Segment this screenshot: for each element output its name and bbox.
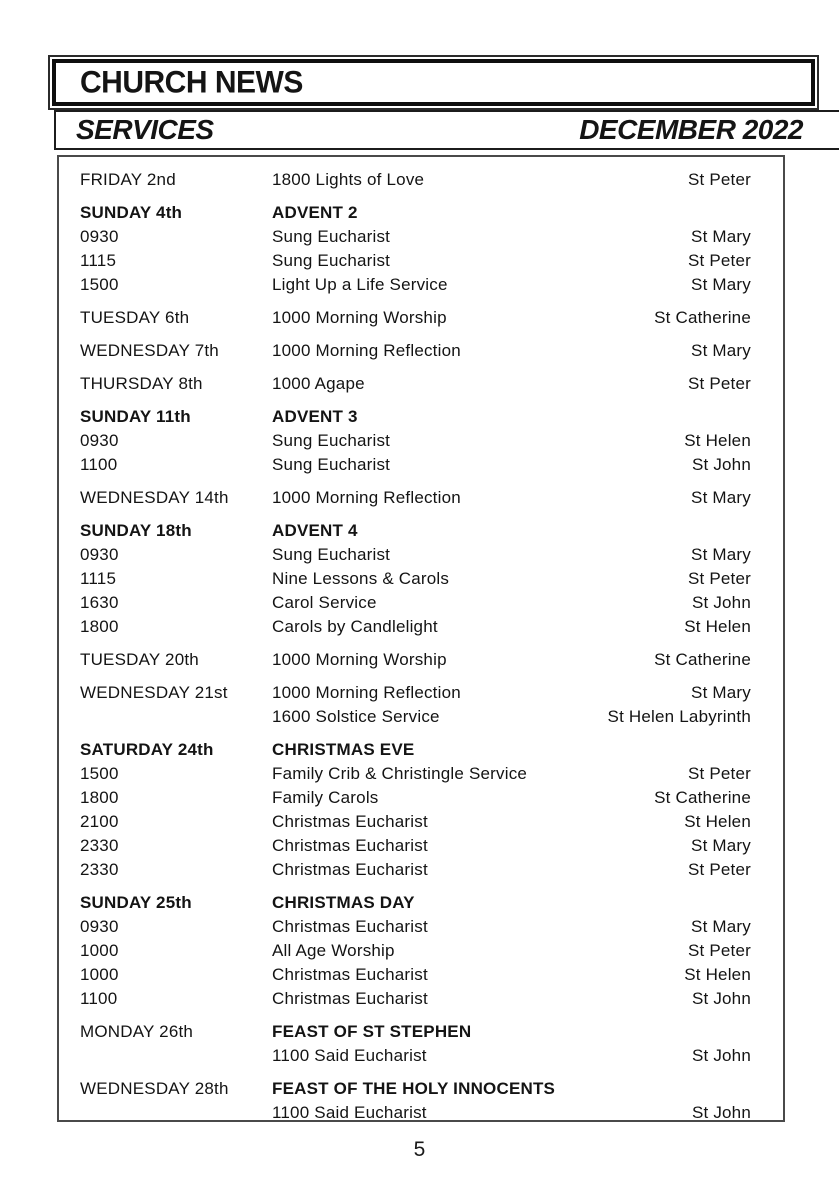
location-cell: St Catherine [654, 788, 751, 807]
event-cell: 1000 Morning Worship [272, 650, 447, 669]
service-group [59, 1077, 783, 1125]
day-cell: 1100 [80, 455, 118, 474]
day-cell: 1630 [80, 593, 119, 612]
service-group [59, 681, 783, 729]
day-cell: 1000 [80, 965, 119, 984]
day-cell: SUNDAY 11th [80, 407, 191, 426]
service-group [59, 738, 783, 882]
service-row [59, 273, 783, 297]
location-cell: St Mary [691, 341, 751, 360]
event-cell: CHRISTMAS EVE [272, 740, 415, 759]
event-cell: Christmas Eucharist [272, 989, 428, 1008]
event-cell: 1600 Solstice Service [272, 707, 440, 726]
event-cell: 1800 Lights of Love [272, 170, 425, 189]
day-cell: SUNDAY 4th [80, 203, 183, 222]
month-title: DECEMBER 2022 [579, 114, 803, 145]
location-cell: St John [691, 1046, 751, 1065]
day-cell: WEDNESDAY 21st [80, 683, 228, 702]
service-row [59, 1020, 783, 1044]
location-cell: St Catherine [654, 308, 751, 327]
event-cell: Carols by Candlelight [272, 617, 438, 636]
service-group [59, 648, 783, 672]
location-cell: St Peter [687, 251, 751, 270]
day-cell: 2100 [80, 812, 119, 831]
service-row [59, 1044, 783, 1068]
day-cell: SATURDAY 24th [80, 740, 214, 759]
day-cell: SUNDAY 18th [80, 521, 192, 540]
event-cell: Christmas Eucharist [272, 917, 428, 936]
location-cell: St Mary [691, 836, 751, 855]
event-cell: All Age Worship [272, 941, 395, 960]
location-cell: St Helen [684, 431, 751, 450]
day-cell: 1115 [80, 251, 117, 270]
day-cell: 1000 [80, 941, 119, 960]
service-group [59, 372, 783, 396]
service-group [59, 486, 783, 510]
event-cell: Sung Eucharist [272, 455, 391, 474]
event-cell: Christmas Eucharist [272, 836, 428, 855]
day-cell: WEDNESDAY 7th [80, 341, 219, 360]
service-row [59, 249, 783, 273]
location-cell: St Mary [691, 488, 751, 507]
day-cell: TUESDAY 6th [80, 308, 190, 327]
service-row [59, 615, 783, 639]
service-group [59, 891, 783, 1011]
service-row [59, 591, 783, 615]
service-group [59, 405, 783, 477]
section-title: SERVICES [76, 114, 214, 145]
service-row [59, 405, 783, 429]
service-row [59, 987, 783, 1011]
service-row [59, 168, 783, 192]
location-cell: St Catherine [654, 650, 751, 669]
service-row [59, 891, 783, 915]
day-cell: 1800 [80, 617, 119, 636]
day-cell: 2330 [80, 836, 119, 855]
service-row [59, 915, 783, 939]
day-cell: 0930 [80, 227, 119, 246]
day-cell: 1500 [80, 764, 119, 783]
location-cell: St Helen [684, 965, 751, 984]
location-cell: St Helen Labyrinth [607, 707, 751, 726]
event-cell: 1000 Morning Reflection [272, 683, 461, 702]
event-cell: 1000 Agape [272, 374, 365, 393]
event-cell: 1000 Morning Reflection [272, 341, 461, 360]
service-row [59, 762, 783, 786]
service-row [59, 786, 783, 810]
event-cell: Sung Eucharist [272, 227, 391, 246]
event-cell: Sung Eucharist [272, 431, 391, 450]
day-cell: 1115 [80, 569, 117, 588]
location-cell: St Mary [691, 275, 751, 294]
page-number: 5 [413, 1138, 426, 1161]
service-row [59, 519, 783, 543]
service-row [59, 1077, 783, 1101]
service-row [59, 681, 783, 705]
day-cell [80, 1044, 272, 1068]
event-cell: 1000 Morning Worship [272, 308, 447, 327]
day-cell [80, 1101, 272, 1125]
location-cell: St John [691, 989, 751, 1008]
service-group [59, 339, 783, 363]
event-cell: CHRISTMAS DAY [272, 893, 415, 912]
day-cell: FRIDAY 2nd [80, 170, 176, 189]
event-cell: Family Carols [272, 788, 379, 807]
day-cell: 1100 [80, 989, 118, 1008]
church-news-header-box [52, 59, 815, 106]
event-cell: ADVENT 4 [272, 521, 358, 540]
location-cell: St Mary [691, 683, 751, 702]
event-cell: 1100 Said Eucharist [272, 1103, 427, 1122]
event-cell: 1100 Said Eucharist [272, 1046, 427, 1065]
service-group [59, 168, 783, 192]
location-cell: St Mary [691, 545, 751, 564]
event-cell: Family Crib & Christingle Service [272, 764, 528, 783]
service-row [59, 648, 783, 672]
event-cell: Sung Eucharist [272, 545, 391, 564]
location-cell: St Peter [687, 941, 751, 960]
day-cell: 1800 [80, 788, 119, 807]
location-cell: St Mary [691, 917, 751, 936]
location-cell: St John [691, 1103, 751, 1122]
service-row [59, 567, 783, 591]
location-cell: St Helen [684, 617, 751, 636]
service-row [59, 543, 783, 567]
service-row [59, 486, 783, 510]
day-cell: 2330 [80, 860, 119, 879]
location-cell: St Helen [684, 812, 751, 831]
event-cell: FEAST OF ST STEPHEN [272, 1022, 472, 1041]
service-row [59, 339, 783, 363]
day-cell: 0930 [80, 431, 119, 450]
event-cell: Carol Service [272, 593, 377, 612]
event-cell: ADVENT 3 [272, 407, 358, 426]
service-row [59, 306, 783, 330]
service-row [59, 939, 783, 963]
day-cell: 1500 [80, 275, 119, 294]
service-row [59, 810, 783, 834]
day-cell: TUESDAY 20th [80, 650, 199, 669]
day-cell: WEDNESDAY 28th [80, 1079, 229, 1098]
service-row [59, 372, 783, 396]
service-row [59, 834, 783, 858]
day-cell: SUNDAY 25th [80, 893, 192, 912]
location-cell: St Peter [687, 569, 751, 588]
location-cell: St Peter [687, 764, 751, 783]
location-cell: St John [691, 593, 751, 612]
day-cell [80, 705, 272, 729]
service-group [59, 306, 783, 330]
location-cell: St Peter [687, 860, 751, 879]
event-cell: FEAST OF THE HOLY INNOCENTS [272, 1079, 556, 1098]
event-cell: Christmas Eucharist [272, 965, 428, 984]
service-row [59, 453, 783, 477]
service-group [59, 1020, 783, 1068]
location-cell: St Mary [691, 227, 751, 246]
event-cell: Sung Eucharist [272, 251, 391, 270]
service-row [59, 429, 783, 453]
location-cell: St John [691, 455, 751, 474]
service-group [59, 201, 783, 297]
service-row [59, 738, 783, 762]
day-cell: 0930 [80, 545, 119, 564]
service-row [59, 1101, 783, 1125]
event-cell: Christmas Eucharist [272, 812, 428, 831]
service-row [59, 963, 783, 987]
day-cell: 0930 [80, 917, 119, 936]
day-cell: MONDAY 26th [80, 1022, 194, 1041]
service-row [59, 858, 783, 882]
event-cell: Light Up a Life Service [272, 275, 448, 294]
day-cell: WEDNESDAY 14th [80, 488, 229, 507]
services-header-bar [54, 110, 839, 150]
service-row [59, 225, 783, 249]
event-cell: Christmas Eucharist [272, 860, 428, 879]
service-group [59, 519, 783, 639]
event-cell: 1000 Morning Reflection [272, 488, 461, 507]
day-cell: THURSDAY 8th [80, 374, 203, 393]
event-cell: ADVENT 2 [272, 203, 358, 222]
location-cell: St Peter [687, 170, 751, 189]
newsletter-title: CHURCH NEWS [80, 64, 303, 100]
services-table [57, 155, 785, 1122]
service-row [59, 705, 783, 729]
service-row [59, 201, 783, 225]
location-cell: St Peter [687, 374, 751, 393]
event-cell: Nine Lessons & Carols [272, 569, 450, 588]
